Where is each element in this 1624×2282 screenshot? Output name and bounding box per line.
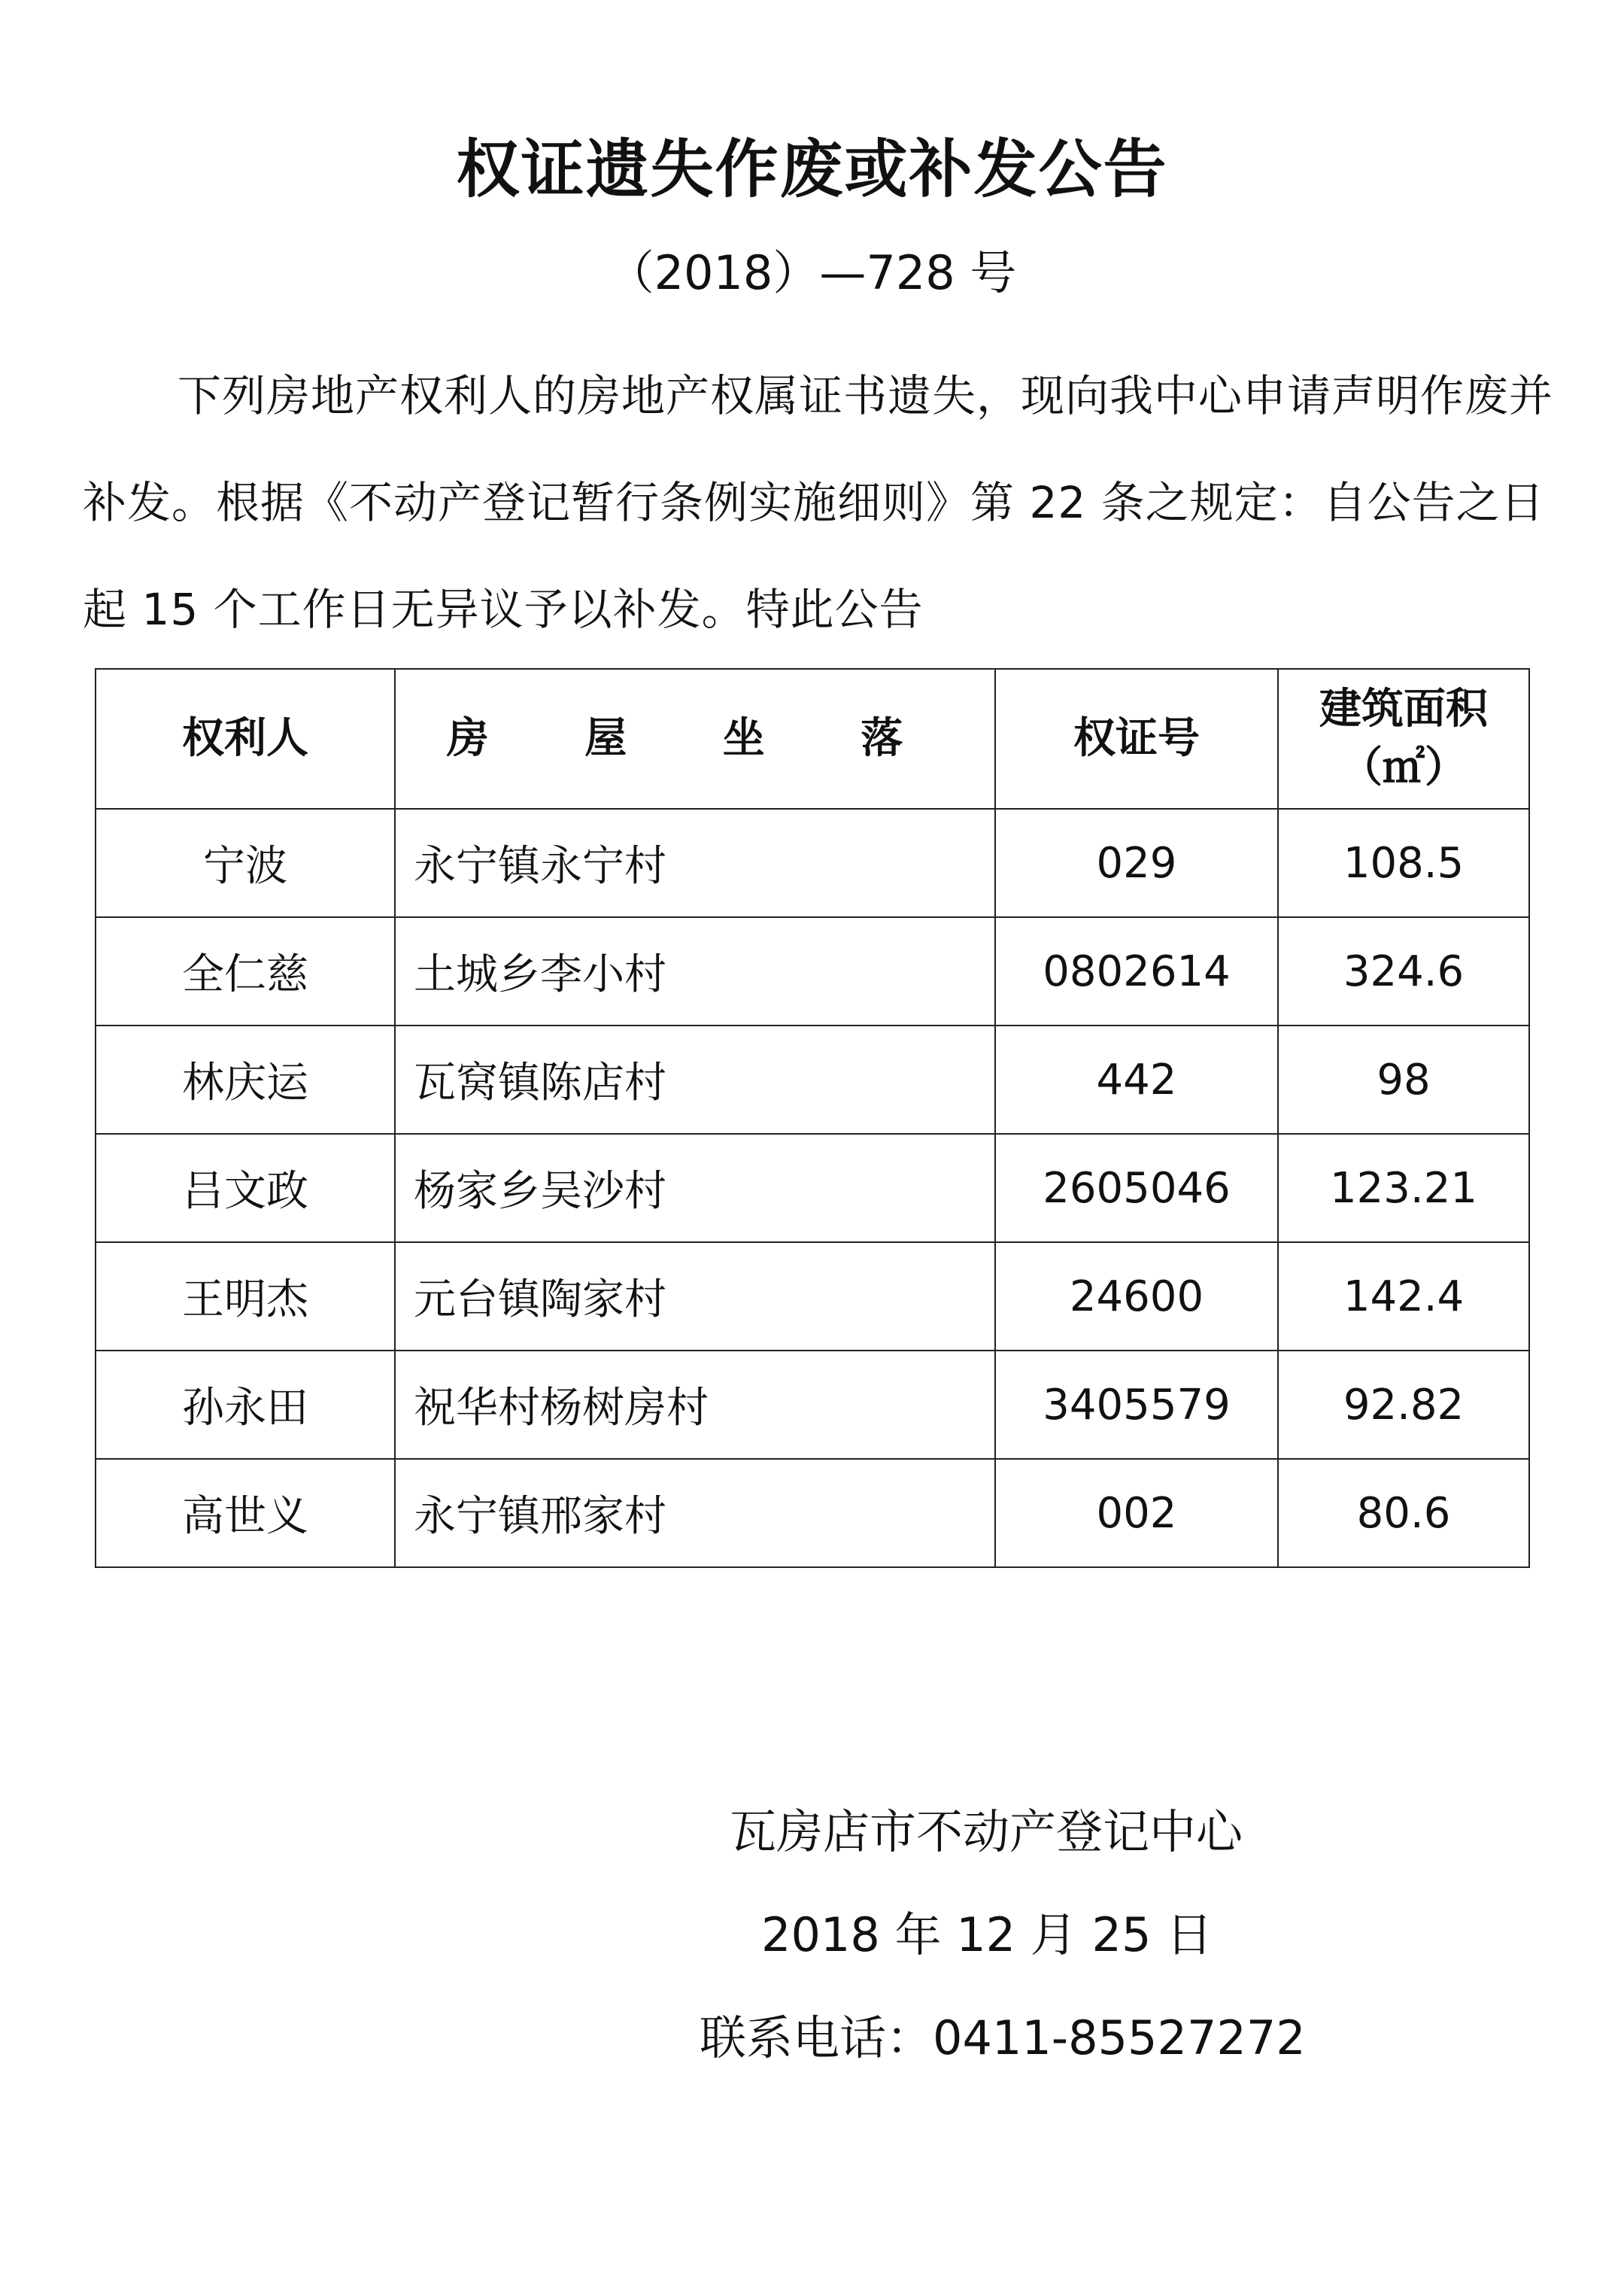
- cell-area: 80.6: [1278, 1459, 1529, 1567]
- cell-owner: 林庆运: [96, 1026, 395, 1134]
- cell-location: 祝华村杨树房村: [395, 1351, 995, 1459]
- cell-owner: 吕文政: [96, 1134, 395, 1242]
- cell-certificate: 0802614: [995, 917, 1278, 1026]
- contact-phone: 联系电话：0411-85527272: [700, 2010, 1306, 2065]
- notice-number: （2018）—728 号: [607, 245, 1017, 300]
- cell-location: 永宁镇永宁村: [395, 809, 995, 917]
- cell-location: 杨家乡吴沙村: [395, 1134, 995, 1242]
- notice-intro: 下列房地产权利人的房地产权属证书遗失，现向我中心申请声明作废并补发。根据《不动产登记暂行条例实施细则》第 22 条之规定：自公告之日起 15 个工作日无异议予以补发。特此公告: [83, 370, 1554, 635]
- table-row: [96, 809, 1529, 917]
- cell-certificate: 442: [995, 1026, 1278, 1134]
- cell-location: 永宁镇邢家村: [395, 1459, 995, 1567]
- cell-area: 123.21: [1278, 1134, 1529, 1242]
- issue-date: 2018 年 12 月 25 日: [761, 1907, 1213, 1962]
- cell-area: 324.6: [1278, 917, 1529, 1026]
- table-header-row: [96, 669, 1529, 809]
- table-row: [96, 1242, 1529, 1351]
- header-location: [395, 669, 995, 809]
- cell-location: 元台镇陶家村: [395, 1242, 995, 1351]
- cell-area: 142.4: [1278, 1242, 1529, 1351]
- cell-area: 108.5: [1278, 809, 1529, 917]
- cell-area: 98: [1278, 1026, 1529, 1134]
- cell-location: 瓦窝镇陈店村: [395, 1026, 995, 1134]
- certificate-table: [95, 668, 1530, 1568]
- cell-owner: 宁波: [96, 809, 395, 917]
- table-row: [96, 1134, 1529, 1242]
- cell-certificate: 029: [995, 809, 1278, 917]
- table-row: [96, 1351, 1529, 1459]
- header-area-unit: （㎡）: [1340, 743, 1467, 792]
- cell-owner: 高世义: [96, 1459, 395, 1567]
- header-location-label: 房 屋 坐 落: [446, 714, 944, 763]
- cell-location: 土城乡李小村: [395, 917, 995, 1026]
- header-area: [1278, 669, 1529, 809]
- cell-certificate: 2605046: [995, 1134, 1278, 1242]
- table-row: [96, 1459, 1529, 1567]
- cell-owner: 孙永田: [96, 1351, 395, 1459]
- issuer-name: 瓦房店市不动产登记中心: [730, 1804, 1243, 1859]
- header-area-label: 建筑面积: [1319, 685, 1488, 734]
- table-row: [96, 1026, 1529, 1134]
- cell-owner: 全仁慈: [96, 917, 395, 1026]
- header-owner: 权利人: [96, 669, 395, 809]
- cell-certificate: 3405579: [995, 1351, 1278, 1459]
- table-row: [96, 917, 1529, 1026]
- header-certificate: 权证号: [995, 669, 1278, 809]
- notice-title: 权证遗失作废或补发公告: [456, 132, 1168, 206]
- cell-certificate: 24600: [995, 1242, 1278, 1351]
- cell-certificate: 002: [995, 1459, 1278, 1567]
- cell-area: 92.82: [1278, 1351, 1529, 1459]
- cell-owner: 王明杰: [96, 1242, 395, 1351]
